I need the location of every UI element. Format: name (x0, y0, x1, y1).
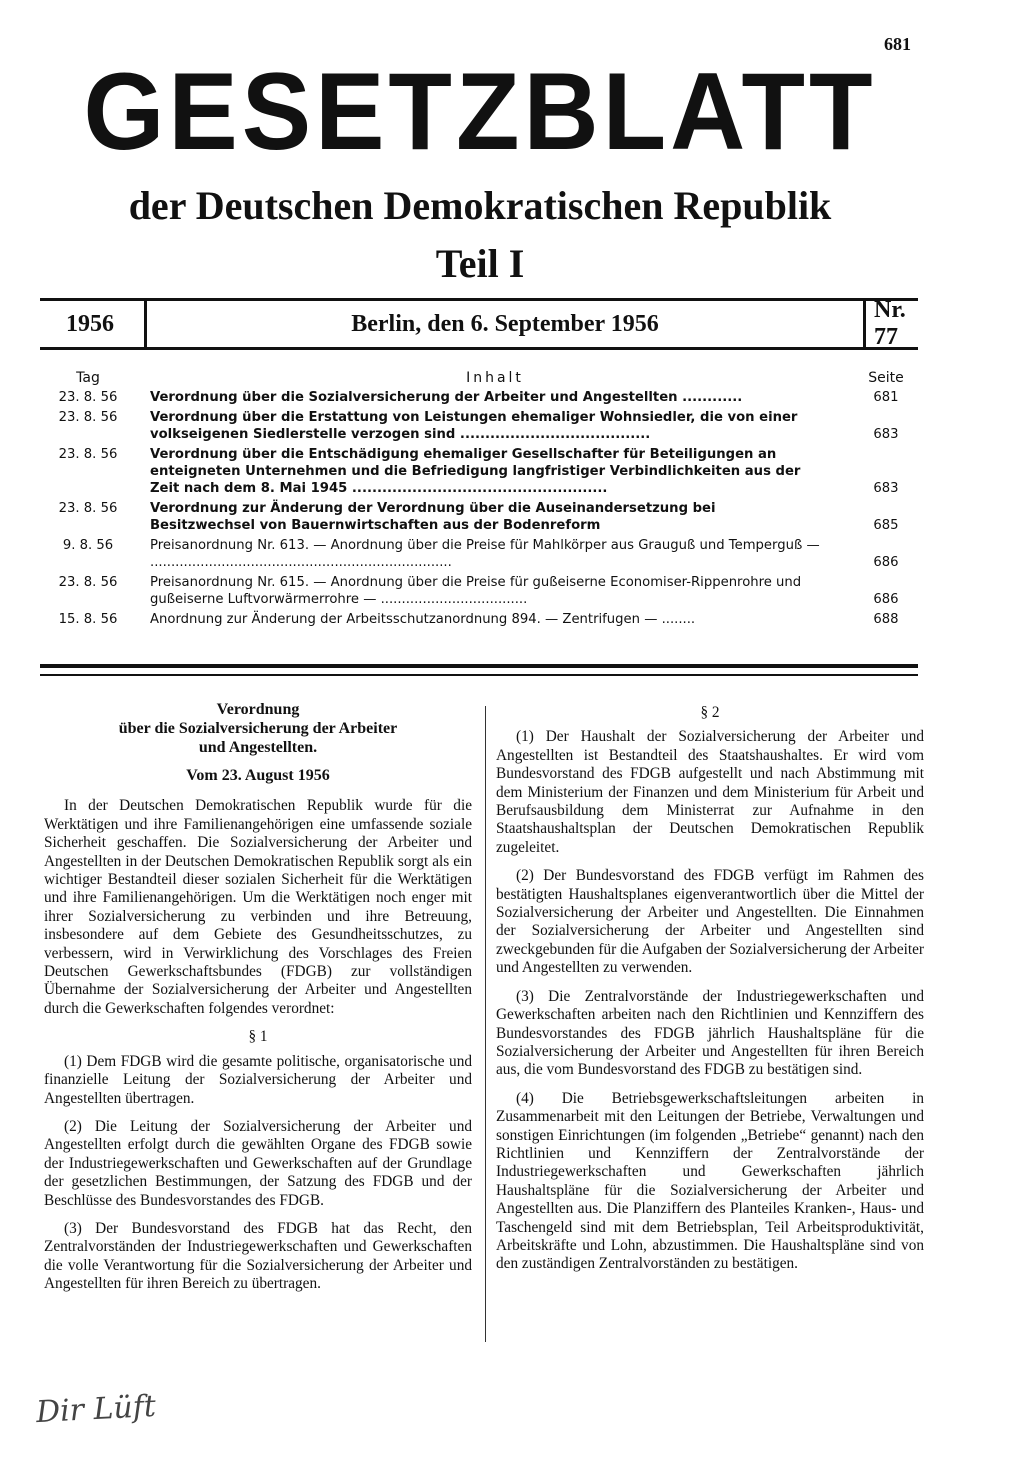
section-title: § 2 (700, 704, 720, 721)
toc-row (40, 574, 918, 608)
article-heading-line: und Angestellten. (198, 739, 318, 756)
toc-date: 15. 8. 56 (58, 612, 118, 627)
section-title: § 1 (248, 1028, 268, 1046)
issue-date: Berlin, den 6. September 1956 (144, 301, 866, 347)
masthead-title: GESETZBLATT (83, 51, 877, 173)
toc-row (40, 389, 918, 406)
issue-bar (40, 298, 918, 350)
article-date: Vom 23. August 1956 (186, 767, 330, 784)
page-number: 681 (884, 34, 911, 54)
article-column-left (44, 700, 472, 1304)
section-paragraph: (3) Der Bundesvorstand des FDGB hat das Recht, den Zentralvorständen der Industriegewerkschaften und Gewerkschaften die volle Verantwortung für die Sozialversicherung der Arbeiter und Angestellten für ihren Bereich zu übertragen. (44, 1219, 472, 1293)
toc-row (40, 537, 918, 571)
toc-page: 681 (873, 390, 899, 405)
article-preamble: In der Deutschen Demokratischen Republik wurde für die Werktätigen und ihre Familienangehörigen eine umfassende soziale Sicherheit geschaffen. Die Sozialversicherung der Arbeiter und Angestellten in der Deutschen Demokratischen Republik sorgt als ein wichtiger Bestandteil dieser sozialen Sicherheit für die Werktätigen und ihre Familienangehörigen. Um die Werktätigen noch enger mit ihrer Sozialversicherung zu verbinden und ihre Betreuung, insbesondere auf dem Gebiete des Gesundheitsschutzes, zu verbessern, wird in Verwirklichung des Vorschlages des Freien Deutschen Gewerkschaftsbundes (FDGB) zur vollständigen Übernahme der Sozialversicherung der Arbeiter und Angestellten durch die Gewerkschaften folgendes verordnet: (44, 797, 472, 1017)
toc-page: 686 (873, 592, 899, 607)
toc-title: Verordnung über die Sozialversicherung der Arbeiter und Angestellten ............ (150, 390, 743, 405)
toc-row (40, 611, 918, 628)
issue-year: 1956 (66, 310, 114, 337)
toc-page: 685 (873, 518, 899, 533)
section-paragraph: (3) Die Zentralvorstände der Industriegewerkschaften und Gewerkschaften arbeiten nach den Richtlinien und Kennziffern des Bundesvorstandes des FDGB jährlich Haushaltspläne für die Sozialversicherung der Arbeiter und Angestellten für ihren Bereich aus, die vom Bundesvorstand des FDGB zu bestätigen sind. (496, 987, 924, 1079)
handwritten-note: Dir Lüft (35, 1388, 157, 1431)
article-heading-line: über die Sozialversicherung der Arbeiter (118, 720, 398, 737)
section-paragraph: (1) Der Haushalt der Sozialversicherung der Arbeiter und Angestellten ist Bestandteil des Staatshaushaltes. Er wird vom Bundesvorstand des FDGB aufgestellt und nach Abstimmung mit dem Ministerium der Finanzen und dem Ministerium für Arbeit und Berufsausbildung dem Ministerrat zur Aufnahme in den Staatshaushaltsplan der Deutschen Demokratischen Republik zugeleitet. (496, 728, 924, 856)
toc-header-day: Tag (76, 370, 100, 386)
toc-page: 688 (873, 612, 899, 627)
toc-date: 23. 8. 56 (58, 575, 118, 590)
toc-header-page: Seite (868, 370, 904, 386)
section-paragraph: (4) Die Betriebsgewerkschaftsleitungen arbeiten in Zusammenarbeit mit den Leitungen der Betriebe, Verwaltungen und sonstigen Einrichtungen (im folgenden „Betriebe“ genannt) nach den Richtlinien und Kennziffern der Zentralvorstände der Industriegewerkschaften und Gewerkschaften jährlich Haushaltspläne für die Sozialversicherung der Arbeiter und Angestellten aus. Die Planziffern des Planteiles Kranken-, Haus- und Taschengeld sind mit dem Betriebsplan, Teil Arbeitsproduktivität, Arbeitskräfte und Lohn, abzustimmen. Die Haushaltspläne sind von den zuständigen Zentralvorständen zu bestätigen. (496, 1089, 924, 1273)
article-heading-line: Verordnung (216, 701, 300, 718)
toc-title: Verordnung über die Entschädigung ehemaliger Gesellschafter für Beteiligungen an enteigneten Unternehmen und die Befriedigung langfristiger Verbindlichkeiten aus der Zeit nach dem 8. Mai 1945 ................................................... (150, 447, 801, 496)
section-paragraph: (2) Der Bundesvorstand des FDGB verfügt im Rahmen des bestätigten Haushaltsplanes eigenverantwortlich über die Mittel der Sozialversicherung der Arbeiter und Angestellten. Die Einnahmen der Sozialversicherung der Arbeiter und Angestellten sind zweckgebunden für die Aufgaben der Sozialversicherung der Arbeiter und Angestellten zu verwenden. (496, 867, 924, 977)
toc-divider-rule (40, 664, 918, 676)
toc-title: Preisanordnung Nr. 613. — Anordnung über die Preise für Mahlkörper aus Grauguß und Temperguß — ........................................................................ (150, 538, 820, 570)
toc-title: Verordnung zur Änderung der Verordnung über die Auseinandersetzung bei Besitzwechsel von Bauernwirtschaften aus der Bodenreform (150, 501, 716, 533)
issue-number: Nr. 77 (874, 297, 906, 350)
toc-title: Verordnung über die Erstattung von Leistungen ehemaliger Wohnsiedler, die von einer volkseigenen Siedlerstelle verzogen sind ...................................... (150, 410, 798, 442)
toc-row (40, 446, 918, 497)
toc-page: 683 (873, 481, 899, 496)
toc-date: 23. 8. 56 (58, 410, 118, 425)
toc-row (40, 500, 918, 534)
toc-date: 23. 8. 56 (58, 390, 118, 405)
toc-header-contents: Inhalt (466, 370, 524, 386)
toc-date: 23. 8. 56 (58, 447, 118, 462)
section-paragraph: (1) Dem FDGB wird die gesamte politische, organisatorische und finanzielle Leitung der Sozialversicherung der Arbeiter und Angestellten übertragen. (44, 1052, 472, 1107)
article-heading (44, 700, 472, 757)
toc-page: 683 (873, 427, 899, 442)
toc-title: Anordnung zur Änderung der Arbeitsschutzanordnung 894. — Zentrifugen — ........ (150, 612, 696, 627)
toc-page: 686 (873, 555, 899, 570)
toc-header (40, 366, 918, 386)
toc-title: Preisanordnung Nr. 615. — Anordnung über die Preise für gußeiserne Economiser-Rippenrohre und gußeiserne Luftvorwärmerrohre — ................................... (150, 575, 802, 607)
toc-row (40, 409, 918, 443)
column-divider (485, 706, 486, 1342)
article-column-right (496, 700, 924, 1284)
toc-date: 9. 8. 56 (62, 538, 114, 553)
table-of-contents (40, 366, 918, 628)
masthead-subtitle: der Deutschen Demokratischen Republik (128, 183, 832, 228)
part-label: Teil I (435, 241, 525, 286)
toc-date: 23. 8. 56 (58, 501, 118, 516)
section-paragraph: (2) Die Leitung der Sozialversicherung der Arbeiter und Angestellten erfolgt durch die gewählten Organe des FDGB sowie der Industriegewerkschaften und Gewerkschaften auf der Grundlage der gesetzlichen Bestimmungen, der Satzung des FDGB und der Beschlüsse des Bundesvorstandes des FDGB. (44, 1117, 472, 1209)
